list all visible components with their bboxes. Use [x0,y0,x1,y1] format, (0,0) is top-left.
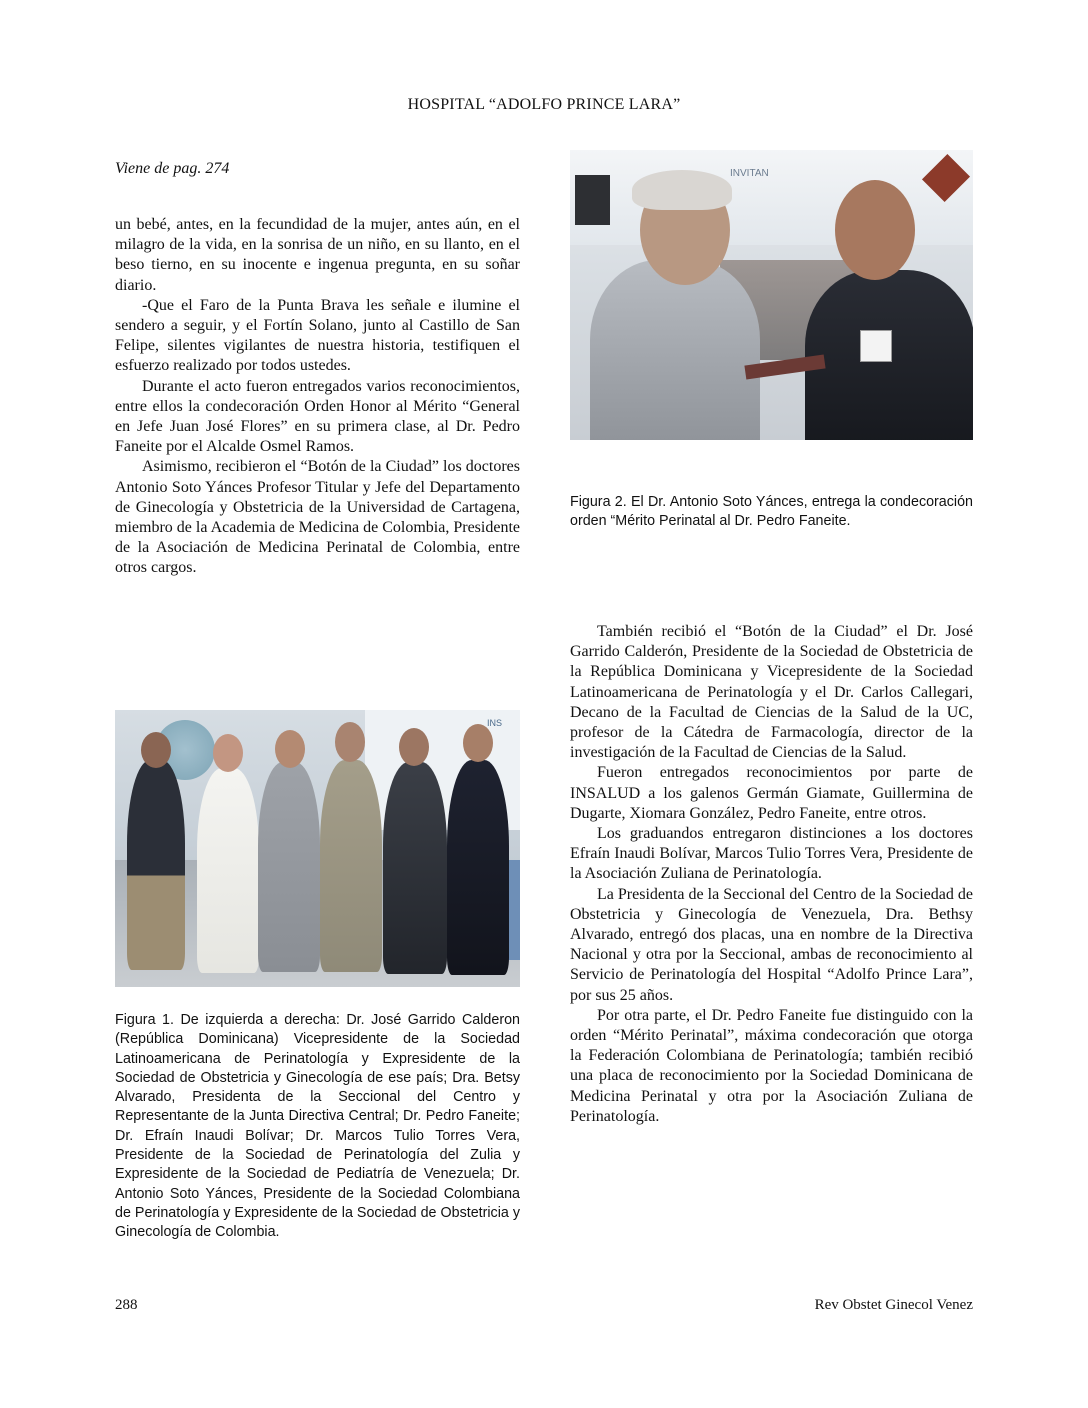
person-left-suit [590,260,760,440]
paragraph: Asimismo, recibieron el “Botón de la Ciudad” los doctores Antonio Soto Yánces Profesor Titular y Jefe del Departamento de Ginecología y Obstetricia de la Universidad de Cartagena, miembro de la Academia de Medicina de Colombia, Presidente de la Asociación de Medicina Perinatal de Colombia, entre otros cargos. [115,458,520,577]
paragraph: -Que el Faro de la Punta Brava les señale e ilumine el sendero a seguir, y el Fortín Solano, junto al Castillo de San Felipe, silentes vigilantes de nuestra historia, testifiquen el esfuerzo realizado por todos ustedes. [115,296,520,375]
person-3 [258,762,320,972]
name-badge [860,330,892,362]
logo-block [575,175,610,225]
person-right-head [835,180,915,280]
paragraph: Los graduandos entregaron distinciones a los doctores Efraín Inaudi Bolívar, Marcos Tulio Torres Vera, Presidente de la Asociación Zuliana de Perinatología. [570,825,973,883]
person-1 [127,760,185,970]
person-3-head [275,730,305,768]
paragraph: También recibió el “Botón de la Ciudad” el Dr. José Garrido Calderón, Presidente de la Sociedad de Obstetricia de la República Dominicana y Vicepresidente de la Sociedad Latinoamericana de Perinatología y el Dr. Carlos Callegari, Decano de la Facultad de Ciencias de la Salud de la UC, profesor de la Cátedra de Farmacología, director de la investigación de la Facultad de Ciencias de la Salud. [570,623,973,762]
gray-hair [632,170,732,210]
continued-from-label: Viene de pag. 274 [115,160,230,177]
paragraph: Por otra parte, el Dr. Pedro Faneite fue distinguido con la orden “Mérito Perinatal”, máxima condecoración que otorga la Federación Colombiana de Perinatología; también recibió una placa de reconocimiento por la Sociedad Dominicana de Medicina Perinatal y otra por la Asociación Zuliana de Perinatología. [570,1006,973,1125]
banner-text: INVITAN [730,168,769,179]
person-2-head [213,734,243,772]
person-6-head [463,724,493,762]
figure-1-photo [115,710,520,987]
paragraph: un bebé, antes, en la fecundidad de la mujer, antes aún, en el milagro de la vida, en la sonrisa de un niño, en su llanto, en el beso tierno, en su inocente e ingenua pregunta, en su soñar diario. [115,216,520,294]
banner-text: INS [487,718,503,728]
person-2 [197,768,259,973]
journal-name: Rev Obstet Ginecol Venez [814,1297,973,1313]
paragraph: Fueron entregados reconocimientos por parte de INSALUD a los galenos Germán Giamate, Guillermina de Dugarte, Xiomara González, Pedro Faneite, entre otros. [570,764,973,822]
paragraph: Durante el acto fueron entregados varios reconocimientos, entre ellos la condecoración Orden Honor al Mérito “General en Jefe Juan José Flores” en su primera clase, al Dr. Pedro Faneite por el Alcalde Osmel Ramos. [115,377,520,456]
person-6 [447,760,509,975]
left-column-text [115,215,520,579]
person-4 [320,760,382,972]
person-4-head [335,722,365,762]
running-header: HOSPITAL “ADOLFO PRINCE LARA” [407,96,681,113]
figure-2-caption: Figura 2. El Dr. Antonio Soto Yánces, entrega la condecoración orden “Mérito Perinatal al Dr. Pedro Faneite. [570,494,973,530]
figure-2-photo [570,150,973,440]
person-5 [383,762,447,974]
person-1-head [141,732,171,768]
figure-1-caption: Figura 1. De izquierda a derecha: Dr. José Garrido Calderon (República Dominicana) Vicepresidente de la Sociedad Latinoamericana de Perinatología y Expresidente de la Sociedad de Obstetricia y Ginecología de ese país; Dra. Betsy Alvarado, Presidenta de la Seccional del Centro y Representante de la Junta Directiva Central; Dr. Pedro Faneite; Dr. Efraín Inaudi Bolívar; Dr. Marcos Tulio Torres Vera, Presidente de la Sociedad de Perinatología del Zulia y Expresidente de la Sociedad de Pediatría de Venezuela; Dr. Antonio Soto Yánces, Presidente de la Sociedad Colombiana de Perinatología y Expresidente de la Sociedad de Obstetricia y Ginecología de Colombia. [115,1012,520,1241]
person-5-head [399,728,429,766]
paragraph: La Presidenta de la Seccional del Centro de la Sociedad de Obstetricia y Ginecología de Venezuela, Dra. Bethsy Alvarado, entregó dos placas, una en nombre de la Directiva Nacional y otra por la Seccional, ambas de reconocimiento al Servicio de Perinatología del Hospital “Adolfo Prince Lara”, por sus 25 años. [570,885,973,1004]
page-number: 288 [115,1297,138,1313]
right-column-text [570,622,973,1127]
